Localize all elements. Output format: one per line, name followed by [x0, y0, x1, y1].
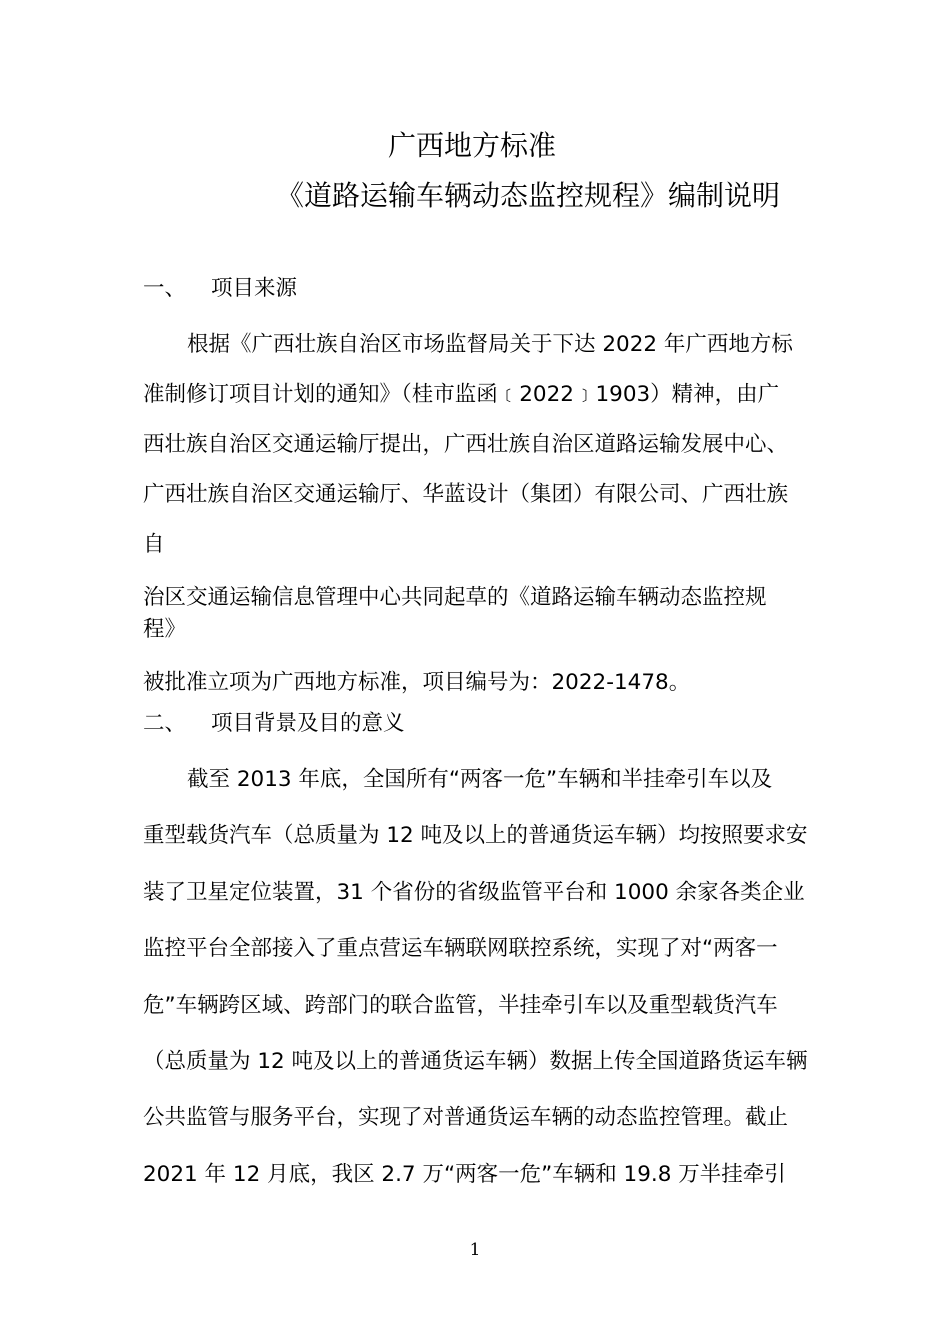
paragraph-line: 程》 — [143, 617, 187, 642]
paragraph-line: 公共监管与服务平台，实现了对普通货运车辆的动态监控管理。截止 — [143, 1105, 789, 1130]
paragraph-line: 监控平台全部接入了重点营运车辆联网联控系统，实现了对“两客一 — [143, 936, 778, 961]
paragraph-line: 装了卫星定位装置，31 个省份的省级监管平台和 1000 余家各类企业 — [143, 880, 805, 905]
section2-heading — [143, 710, 405, 738]
section2-title: 项目背景及目的意义 — [211, 711, 405, 736]
paragraph-line: 自 — [143, 532, 165, 557]
document-title-line1: 广西地方标准 — [388, 129, 557, 162]
paragraph-line: 被批准立项为广西地方标准，项目编号为：2022-1478。 — [143, 670, 691, 695]
page-number: 1 — [469, 1240, 481, 1260]
section2-number: 二、 — [143, 711, 187, 736]
paragraph-line: 危”车辆跨区域、跨部门的联合监管，半挂牵引车以及重型载货汽车 — [143, 993, 778, 1018]
paragraph-line: 截至 2013 年底，全国所有“两客一危”车辆和半挂牵引车以及 — [187, 767, 773, 792]
section1-heading — [143, 275, 297, 303]
section1-title: 项目来源 — [211, 276, 298, 301]
section1-number: 一、 — [143, 276, 187, 301]
document-title-line2: 《道路运输车辆动态监控规程》编制说明 — [276, 179, 781, 212]
paragraph-line: 西壮族自治区交通运输厅提出，广西壮族自治区道路运输发展中心、 — [143, 432, 789, 457]
paragraph-line: 重型载货汽车（总质量为 12 吨及以上的普通货运车辆）均按照要求安 — [143, 823, 808, 848]
paragraph-line: 2021 年 12 月底，我区 2.7 万“两客一危”车辆和 19.8 万半挂牵引 — [143, 1162, 786, 1187]
paragraph-line: 根据《广西壮族自治区市场监督局关于下达 2022 年广西地方标 — [187, 332, 793, 357]
paragraph-line: （总质量为 12 吨及以上的普通货运车辆）数据上传全国道路货运车辆 — [143, 1049, 808, 1074]
paragraph-line: 广西壮族自治区交通运输厅、华蓝设计（集团）有限公司、广西壮族 — [143, 482, 789, 507]
paragraph-line: 准制修订项目计划的通知》（桂市监函﹝2022﹞1903）精神，由广 — [143, 382, 780, 407]
paragraph-line: 治区交通运输信息管理中心共同起草的《道路运输车辆动态监控规 — [143, 585, 767, 610]
